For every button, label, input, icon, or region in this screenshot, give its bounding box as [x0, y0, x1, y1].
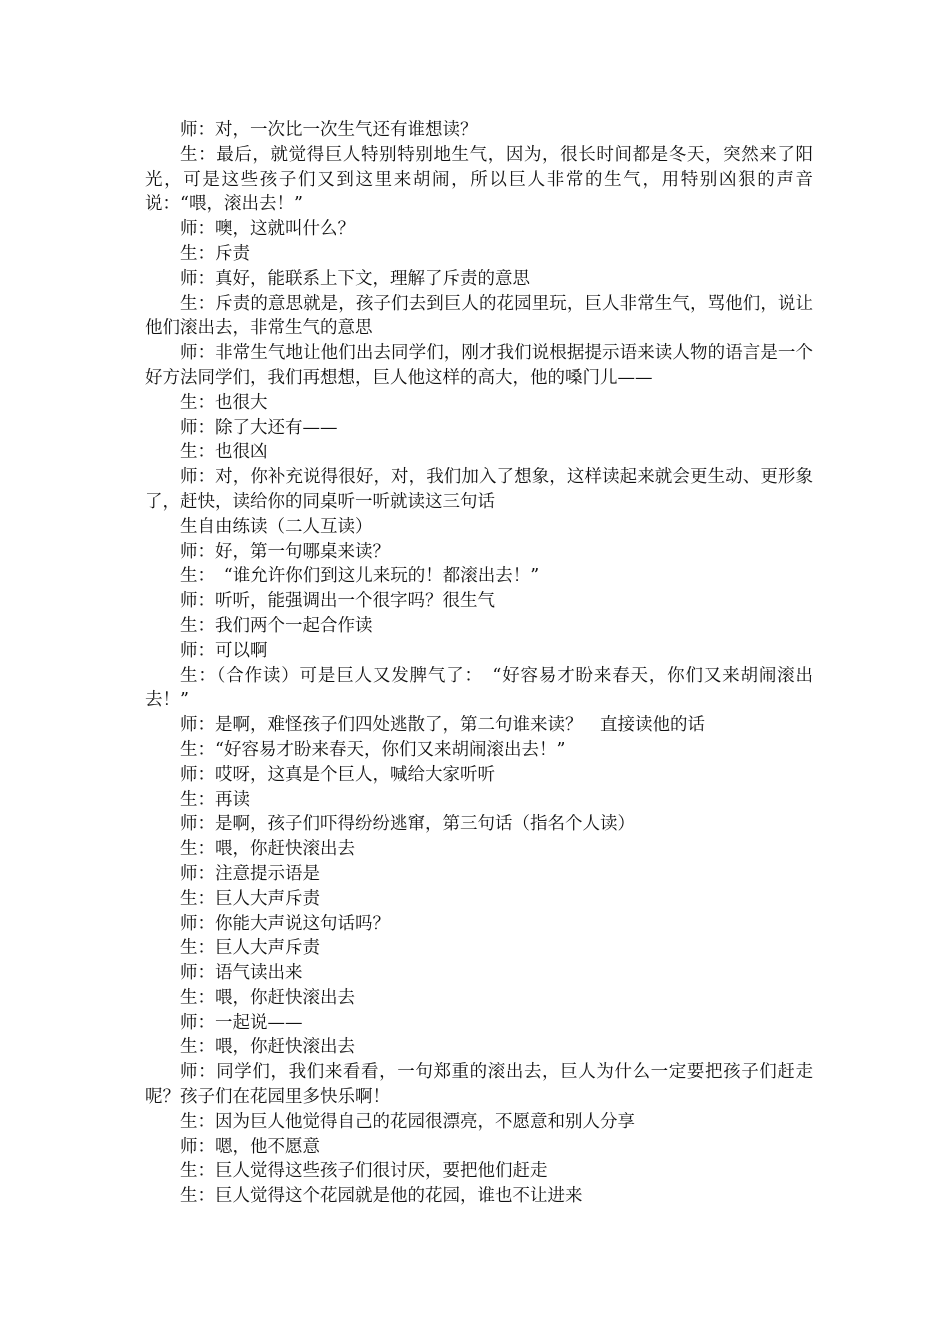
paragraph: 师：对，你补充说得很好，对，我们加入了想象，这样读起来就会更生动、更形象了，赶快，读给你的同桌听一听就读这三句话: [145, 467, 813, 512]
paragraph: 师：你能大声说这句话吗？: [180, 913, 390, 934]
paragraph: 师：是啊，孩子们吓得纷纷逃窜，第三句话（指名个人读）: [180, 814, 635, 835]
paragraph: 师：嗯，他不愿意: [180, 1136, 320, 1157]
paragraph: 生：“好容易才盼来春天，你们又来胡闹滚出去！”: [180, 739, 566, 760]
paragraph: 师：是啊，难怪孩子们四处逃散了，第二句谁来读？ 直接读他的话: [180, 715, 705, 736]
paragraph: 生：喂，你赶快滚出去: [180, 987, 355, 1008]
paragraph: 生：（合作读）可是巨人又发脾气了： “好容易才盼来春天，你们又来胡闹滚出去！”: [145, 665, 813, 711]
paragraph: 师：一起说——: [180, 1012, 303, 1033]
document-page: [145, 118, 813, 1209]
paragraph: 生：巨人觉得这个花园就是他的花园，谁也不让进来: [180, 1186, 583, 1207]
paragraph: 师：除了大还有——: [180, 417, 338, 438]
paragraph: 师：可以啊: [180, 640, 268, 661]
paragraph: 生：我们两个一起合作读: [180, 615, 373, 636]
paragraph: 师：真好，能联系上下文，理解了斥责的意思: [180, 268, 530, 289]
paragraph: 生：巨人大声斥责: [180, 938, 320, 959]
paragraph: 生：巨人觉得这些孩子们很讨厌，要把他们赶走: [180, 1161, 548, 1182]
paragraph: 师：非常生气地让他们出去同学们，刚才我们说根据提示语来读人物的语言是一个好方法同学们，我们再想想，巨人他这样的高大，他的嗓门儿——: [145, 343, 813, 388]
paragraph: 生：再读: [180, 789, 250, 810]
paragraph: 生：也很大: [180, 392, 268, 413]
paragraph: 生：因为巨人他觉得自己的花园很漂亮，不愿意和别人分享: [180, 1111, 635, 1132]
paragraph: 生：最后，就觉得巨人特别特别地生气，因为，很长时间都是冬天，突然来了阳光，可是这些孩子们又到这里来胡闹，所以巨人非常的生气，用特别凶狠的声音说：“喂，滚出去！”: [145, 144, 813, 215]
paragraph: 生自由练读（二人互读）: [180, 516, 373, 537]
paragraph: 生：斥责: [180, 243, 250, 264]
paragraph: 师：噢，这就叫什么？: [180, 219, 355, 240]
paragraph: 师：哎呀，这真是个巨人，喊给大家听听: [180, 764, 495, 785]
paragraph: 师：听听，能强调出一个很字吗？很生气: [180, 591, 495, 612]
paragraph: 师：同学们，我们来看看，一句郑重的滚出去，巨人为什么一定要把孩子们赶走呢？孩子们在花园里多快乐啊！: [145, 1062, 813, 1108]
paragraph: 生：喂，你赶快滚出去: [180, 1037, 355, 1058]
paragraph: 生：也很凶: [180, 442, 268, 463]
paragraph: 师：注意提示语是: [180, 863, 320, 884]
paragraph: 师：对，一次比一次生气还有谁想读？: [180, 120, 478, 140]
paragraph: 师：语气读出来: [180, 963, 303, 984]
paragraph: 师：好，第一句哪桌来读？: [180, 541, 390, 562]
paragraph: 生：斥责的意思就是，孩子们去到巨人的花园里玩，巨人非常生气，骂他们，说让他们滚出去，非常生气的意思: [145, 293, 813, 339]
paragraph: 生： “谁允许你们到这儿来玩的！都滚出去！”: [180, 566, 540, 587]
paragraph: 生：巨人大声斥责: [180, 888, 320, 909]
paragraph: 生：喂，你赶快滚出去: [180, 839, 355, 860]
